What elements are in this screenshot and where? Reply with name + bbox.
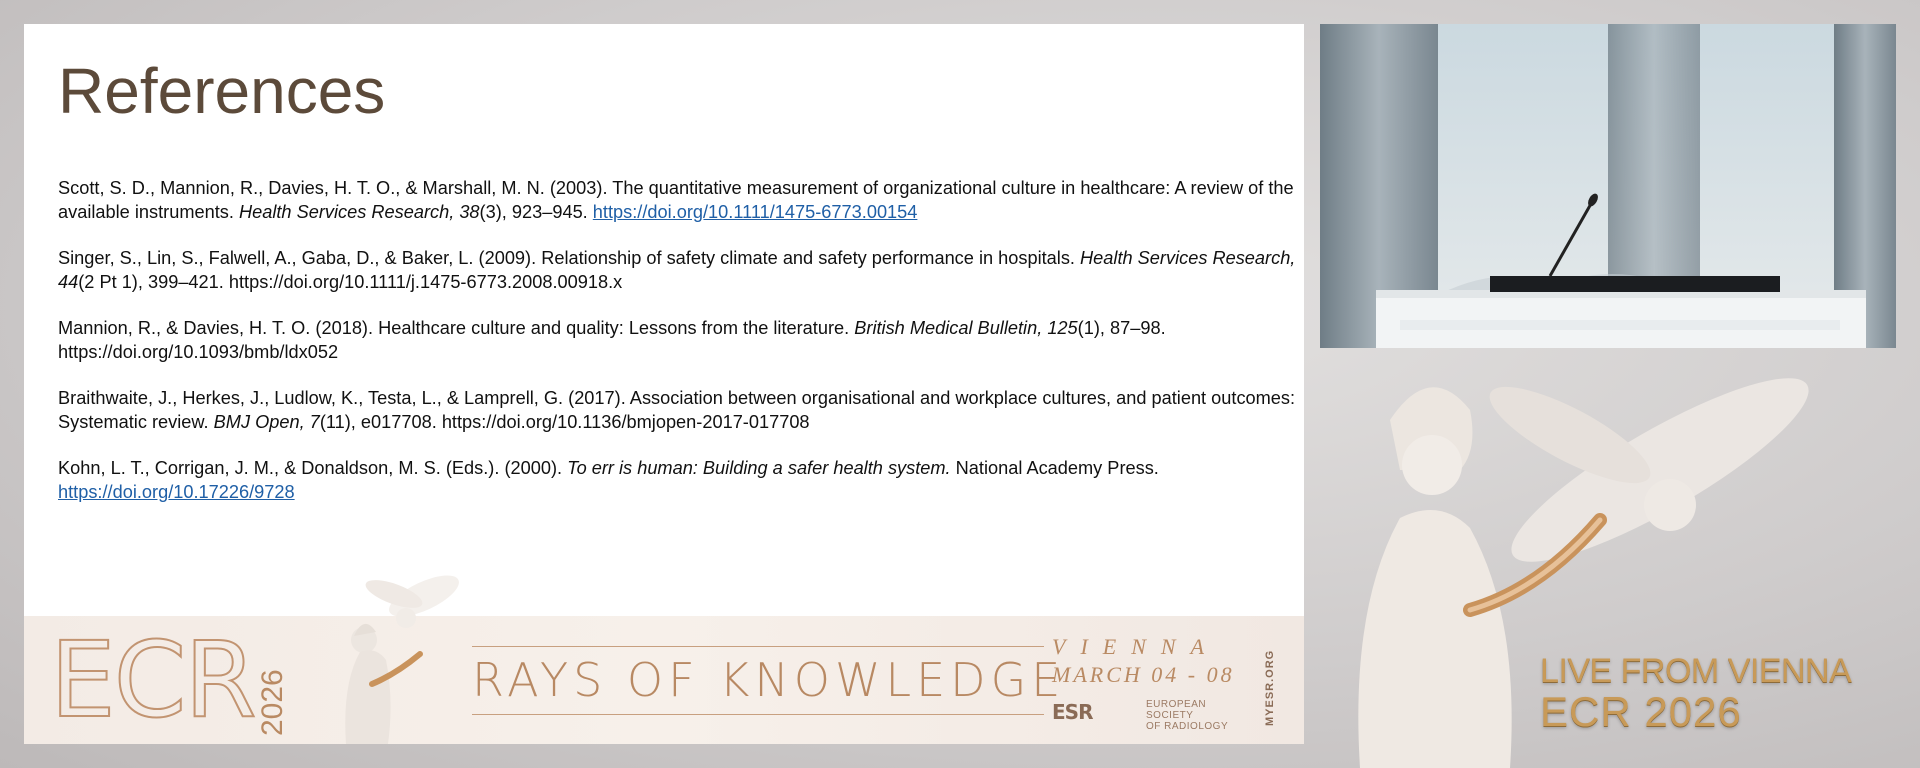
doi-link[interactable]: https://doi.org/10.1111/1475-6773.00154 bbox=[592, 202, 918, 222]
speaker-video-feed bbox=[1320, 24, 1896, 348]
reference-item: Singer, S., Lin, S., Falwell, A., Gaba, D., & Baker, L. (2009). Relationship of safety climate and safety performance in hospitals. Health Services Research, 44(2 Pt 1), 399–421. https://doi.org/10.1111/j.1475-6773.2008.00918.x bbox=[58, 248, 1296, 292]
reference-item: Braithwaite, J., Herkes, J., Ludlow, K., Testa, L., & Lamprell, G. (2017). Association between organisational and workplace cultures, and patient outcomes: Systematic review. BMJ Open, 7(11), e017708. https://doi.org/10.1136/bmjopen-2017-017708 bbox=[58, 388, 1296, 432]
society-name: EUROPEAN SOCIETY OF RADIOLOGY bbox=[1146, 699, 1229, 732]
website-label: MYESR.ORG bbox=[1264, 649, 1276, 726]
ecr-year: 2026 bbox=[256, 669, 289, 736]
event-city: VIENNA bbox=[1052, 634, 1219, 659]
live-from-vienna-label: LIVE FROM VIENNA bbox=[1540, 652, 1852, 690]
reference-item: Kohn, L. T., Corrigan, J. M., & Donaldson, M. S. (Eds.). (2000). To err is human: Building a safer health system. National Academy Press. https://doi.org/10.17226/9728 bbox=[58, 458, 1159, 502]
esr-logo: ESR bbox=[1052, 700, 1093, 724]
ecr-event-label: ECR 2026 bbox=[1540, 688, 1742, 735]
divider-line bbox=[472, 646, 1044, 647]
presentation-slide bbox=[24, 24, 1304, 744]
event-dates: MARCH 04 - 08 bbox=[1052, 662, 1235, 687]
reference-item: Mannion, R., & Davies, H. T. O. (2018). Healthcare culture and quality: Lessons from the literature. British Medical Bulletin, 125(1), 87–98. https://doi.org/10.1093/bmb/ldx052 bbox=[58, 318, 1166, 362]
ecr-banner bbox=[24, 616, 1304, 744]
banner-tagline: RAYS OF KNOWLEDGE bbox=[472, 653, 1066, 707]
divider-line bbox=[472, 714, 1044, 715]
slide-title: References bbox=[58, 55, 386, 127]
ecr-logo: ECR bbox=[50, 619, 255, 741]
reference-item: Scott, S. D., Mannion, R., Davies, H. T. O., & Marshall, M. N. (2003). The quantitative measurement of organizational culture in healthcare: A review of the available instruments. Health Services Research, 38(3), 923–945. https://doi.org/10.1111/1475-6773.00154 bbox=[58, 178, 1294, 222]
doi-link[interactable]: https://doi.org/10.17226/9728 bbox=[58, 482, 295, 502]
reference-list bbox=[58, 176, 1298, 526]
athena-statue-image bbox=[324, 566, 464, 744]
